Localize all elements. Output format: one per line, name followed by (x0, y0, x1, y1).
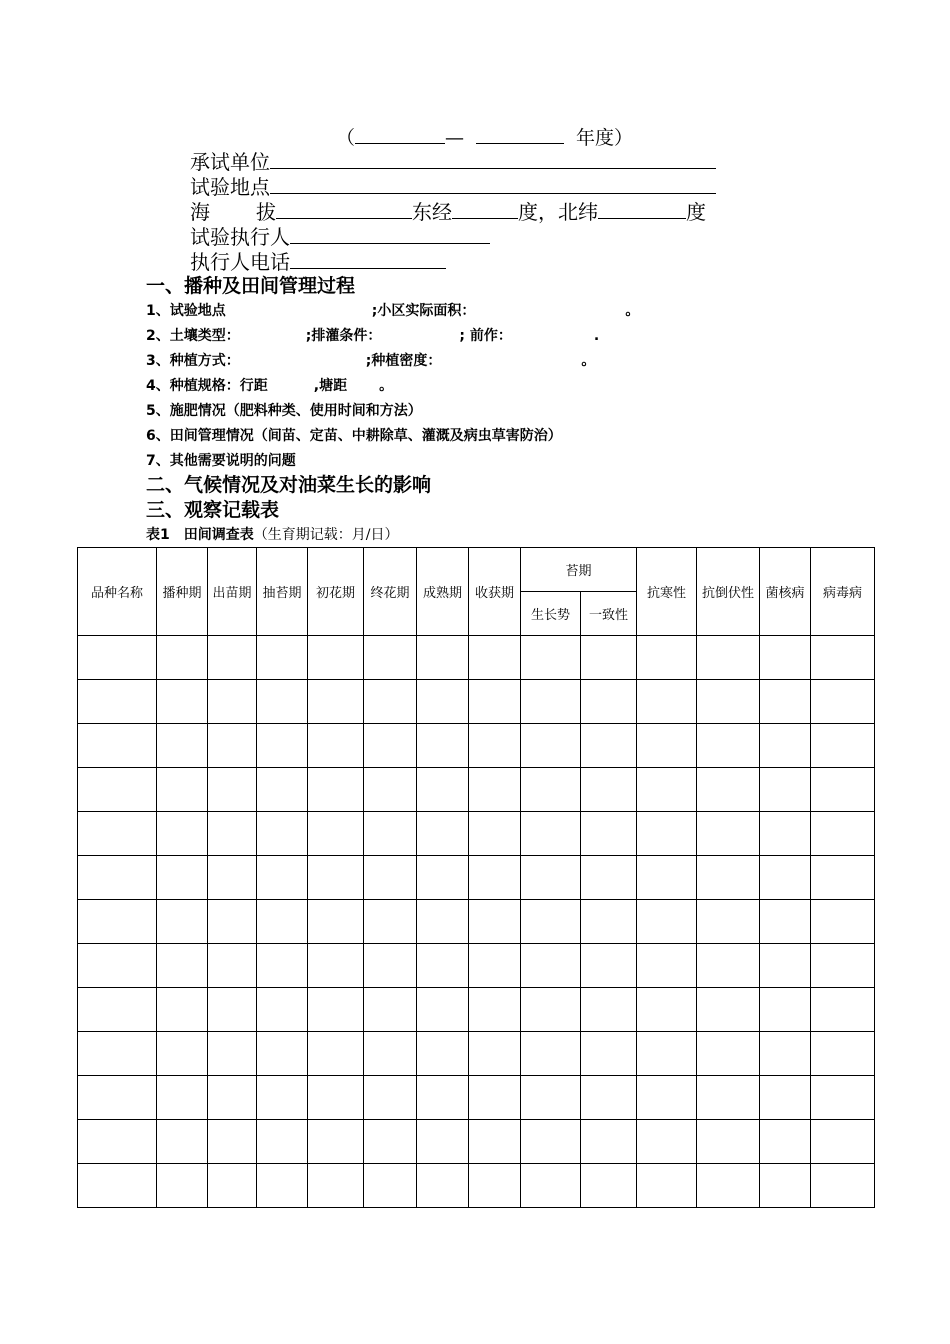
table-cell[interactable] (364, 768, 417, 812)
item-1 (146, 301, 639, 321)
table-row (78, 680, 875, 724)
table-cell[interactable] (637, 988, 697, 1032)
table-cell[interactable] (697, 900, 760, 944)
table-cell[interactable] (417, 856, 469, 900)
table-cell[interactable] (208, 812, 257, 856)
table-cell[interactable] (469, 1120, 521, 1164)
table-cell[interactable] (521, 724, 581, 768)
table-cell[interactable] (811, 812, 875, 856)
table-cell[interactable] (521, 856, 581, 900)
col-cold-resistance: 抗寒性 (637, 548, 697, 636)
table-cell[interactable] (637, 812, 697, 856)
table-cell[interactable] (811, 988, 875, 1032)
planting-method-label: 3、种植方式： (146, 353, 240, 369)
year-line (336, 124, 633, 151)
table-cell[interactable] (308, 636, 364, 680)
table-cell[interactable] (157, 636, 208, 680)
table-row (78, 1164, 875, 1208)
table-cell[interactable] (157, 988, 208, 1032)
table-cell[interactable] (760, 988, 811, 1032)
location-field[interactable] (270, 174, 716, 194)
table-cell[interactable] (364, 1076, 417, 1120)
table-cell[interactable] (521, 1120, 581, 1164)
table-cell[interactable] (469, 812, 521, 856)
table-cell[interactable] (637, 1032, 697, 1076)
table-cell[interactable] (637, 768, 697, 812)
table-cell[interactable] (417, 680, 469, 724)
table-cell[interactable] (257, 1032, 308, 1076)
item1-end: 。 (625, 303, 640, 319)
table-cell[interactable] (417, 636, 469, 680)
table-cell[interactable] (811, 944, 875, 988)
table-cell[interactable] (257, 1164, 308, 1208)
table-cell[interactable] (208, 636, 257, 680)
table-cell[interactable] (581, 768, 637, 812)
col-uniformity: 一致性 (581, 592, 637, 636)
start-year-blank[interactable] (355, 124, 445, 144)
table-cell[interactable] (208, 856, 257, 900)
table-cell[interactable] (364, 1164, 417, 1208)
executor-field[interactable] (290, 224, 490, 244)
table-cell[interactable] (469, 988, 521, 1032)
table-cell[interactable] (257, 900, 308, 944)
table-cell[interactable] (157, 1032, 208, 1076)
table-cell[interactable] (364, 1120, 417, 1164)
table-cell[interactable] (697, 856, 760, 900)
table-cell[interactable] (208, 724, 257, 768)
table-cell[interactable] (157, 724, 208, 768)
table-cell[interactable] (697, 724, 760, 768)
north-latitude-field[interactable] (598, 199, 686, 219)
table-cell[interactable] (760, 636, 811, 680)
table-cell[interactable] (417, 768, 469, 812)
table-cell[interactable] (78, 724, 157, 768)
table-cell[interactable] (364, 900, 417, 944)
item-5: 5、施肥情况（肥料种类、使用时间和方法） (146, 403, 422, 419)
executor-label: 试验执行人 (190, 225, 290, 249)
table-cell[interactable] (364, 1032, 417, 1076)
year-open: （ (336, 127, 356, 149)
table-cell[interactable] (521, 944, 581, 988)
table-cell[interactable] (521, 1032, 581, 1076)
table-cell[interactable] (581, 1120, 637, 1164)
table-cell[interactable] (308, 680, 364, 724)
table-cell[interactable] (417, 1076, 469, 1120)
table-cell[interactable] (637, 1164, 697, 1208)
table-cell[interactable] (257, 856, 308, 900)
col-sowing-date: 播种期 (157, 548, 208, 636)
table-cell[interactable] (308, 1164, 364, 1208)
table-cell[interactable] (521, 988, 581, 1032)
table-row (78, 636, 875, 680)
table-cell[interactable] (637, 1076, 697, 1120)
table-cell[interactable] (469, 636, 521, 680)
table-cell[interactable] (760, 1120, 811, 1164)
table-row (78, 724, 875, 768)
table-cell[interactable] (308, 1076, 364, 1120)
table-cell[interactable] (417, 1164, 469, 1208)
phone-row (190, 249, 446, 275)
table-cell[interactable] (697, 944, 760, 988)
end-year-blank[interactable] (476, 124, 564, 144)
plot-area-label: ;小区实际面积： (371, 303, 476, 319)
table-cell[interactable] (469, 1076, 521, 1120)
item-2 (146, 326, 599, 346)
table-cell[interactable] (469, 768, 521, 812)
year-dash: — (445, 127, 465, 149)
table-cell[interactable] (308, 944, 364, 988)
table-cell[interactable] (78, 812, 157, 856)
item1-label: 1、试验地点 (146, 303, 226, 319)
table-cell[interactable] (257, 1076, 308, 1120)
altitude-label-a: 海 (190, 200, 210, 224)
table-cell[interactable] (308, 768, 364, 812)
table-cell[interactable] (760, 1164, 811, 1208)
table-cell[interactable] (417, 1120, 469, 1164)
table-cell[interactable] (308, 856, 364, 900)
col-early-flowering: 初花期 (308, 548, 364, 636)
table-cell[interactable] (469, 724, 521, 768)
table-cell[interactable] (78, 1164, 157, 1208)
item-3 (146, 351, 595, 371)
table-cell[interactable] (78, 1120, 157, 1164)
altitude-label-b: 拔 (256, 200, 276, 224)
table-cell[interactable] (78, 944, 157, 988)
table-cell[interactable] (469, 900, 521, 944)
col-harvest-date: 收获期 (469, 548, 521, 636)
table-cell[interactable] (581, 1076, 637, 1120)
location-row (190, 174, 716, 200)
irrigation-label: ;排灌条件： (305, 328, 382, 344)
table-cell[interactable] (78, 988, 157, 1032)
table-cell[interactable] (257, 724, 308, 768)
col-maturity-date: 成熟期 (417, 548, 469, 636)
table-row (78, 812, 875, 856)
table-row (78, 768, 875, 812)
table-cell[interactable] (697, 988, 760, 1032)
table-cell[interactable] (257, 1120, 308, 1164)
table-cell[interactable] (811, 724, 875, 768)
table-body (78, 636, 875, 1208)
table-cell[interactable] (417, 988, 469, 1032)
table-cell[interactable] (581, 724, 637, 768)
table-cell[interactable] (208, 680, 257, 724)
table-cell[interactable] (521, 1164, 581, 1208)
table-cell[interactable] (469, 1032, 521, 1076)
table-cell[interactable] (364, 944, 417, 988)
table-cell[interactable] (257, 636, 308, 680)
altitude-row (190, 199, 706, 225)
table-cell[interactable] (697, 1120, 760, 1164)
table-cell[interactable] (760, 900, 811, 944)
table-cell[interactable] (581, 944, 637, 988)
table-cell[interactable] (581, 900, 637, 944)
table-cell[interactable] (521, 636, 581, 680)
table-cell[interactable] (208, 944, 257, 988)
table-cell[interactable] (581, 812, 637, 856)
section2-title: 二、气候情况及对油菜生长的影响 (146, 474, 432, 496)
table-cell[interactable] (157, 944, 208, 988)
executor-row (190, 224, 490, 250)
phone-field[interactable] (290, 249, 446, 269)
table-cell[interactable] (78, 1032, 157, 1076)
table-cell[interactable] (469, 1164, 521, 1208)
item-4 (146, 376, 393, 396)
table-cell[interactable] (78, 680, 157, 724)
table-cell[interactable] (208, 1076, 257, 1120)
table-cell[interactable] (697, 812, 760, 856)
table-cell[interactable] (417, 944, 469, 988)
table-cell[interactable] (364, 680, 417, 724)
table-cell[interactable] (697, 680, 760, 724)
table-cell[interactable] (637, 636, 697, 680)
table-cell[interactable] (637, 1120, 697, 1164)
table-cell[interactable] (364, 724, 417, 768)
east-longitude-field[interactable] (452, 199, 518, 219)
table-cell[interactable] (157, 1164, 208, 1208)
unit-field[interactable] (270, 149, 716, 169)
location-label: 试验地点 (190, 175, 270, 199)
table-cell[interactable] (257, 988, 308, 1032)
east-label: 东经 (412, 200, 452, 224)
item2-end: . (593, 328, 600, 344)
table-cell[interactable] (581, 856, 637, 900)
table-cell[interactable] (697, 1032, 760, 1076)
table-cell[interactable] (521, 1076, 581, 1120)
table-cell[interactable] (521, 768, 581, 812)
table-cell[interactable] (417, 900, 469, 944)
table-cell[interactable] (760, 1032, 811, 1076)
table-cell[interactable] (811, 1120, 875, 1164)
phone-label: 执行人电话 (190, 250, 290, 274)
table-cell[interactable] (760, 856, 811, 900)
col-growth-vigor: 生长势 (521, 592, 581, 636)
degree-north-label: 度，北纬 (518, 200, 598, 224)
table-cell[interactable] (637, 900, 697, 944)
soil-type-label: 2、土壤类型： (146, 328, 240, 344)
table-cell[interactable] (308, 724, 364, 768)
table-cell[interactable] (811, 636, 875, 680)
table-row (78, 1032, 875, 1076)
table-cell[interactable] (157, 856, 208, 900)
item-6: 6、田间管理情况（间苗、定苗、中耕除草、灌溉及病虫草害防治） (146, 428, 562, 444)
table-cell[interactable] (760, 944, 811, 988)
table-cell[interactable] (760, 812, 811, 856)
table-row (78, 856, 875, 900)
previous-crop-label: ; 前作： (459, 328, 512, 344)
table1-caption-title: 表1 田间调查表 (146, 527, 254, 543)
table-cell[interactable] (257, 768, 308, 812)
spacing-label: 4、种植规格：行距 (146, 378, 268, 394)
table-cell[interactable] (208, 1164, 257, 1208)
table-row (78, 1076, 875, 1120)
table-cell[interactable] (208, 768, 257, 812)
table-cell[interactable] (697, 1164, 760, 1208)
table-cell[interactable] (697, 768, 760, 812)
table-cell[interactable] (364, 856, 417, 900)
table-cell[interactable] (78, 856, 157, 900)
table-cell[interactable] (581, 1032, 637, 1076)
table1-caption-note: （生育期记载：月/日） (253, 527, 399, 543)
table-cell[interactable] (697, 1076, 760, 1120)
table-cell[interactable] (308, 988, 364, 1032)
table-cell[interactable] (78, 900, 157, 944)
table-cell[interactable] (760, 680, 811, 724)
table-cell[interactable] (811, 680, 875, 724)
table-cell[interactable] (208, 900, 257, 944)
table-cell[interactable] (308, 900, 364, 944)
table-cell[interactable] (308, 1032, 364, 1076)
table-row (78, 944, 875, 988)
table-cell[interactable] (637, 680, 697, 724)
col-emergence-date: 出苗期 (208, 548, 257, 636)
table-cell[interactable] (811, 856, 875, 900)
table-cell[interactable] (157, 680, 208, 724)
year-close: 年度） (576, 127, 634, 149)
table-cell[interactable] (811, 900, 875, 944)
col-end-flowering: 终花期 (364, 548, 417, 636)
field-survey-table (77, 547, 875, 1208)
section1-title: 一、播种及田间管理过程 (146, 275, 356, 297)
table-cell[interactable] (364, 636, 417, 680)
table-cell[interactable] (208, 988, 257, 1032)
item-7: 7、其他需要说明的问题 (146, 453, 296, 469)
table-cell[interactable] (581, 636, 637, 680)
table-cell[interactable] (417, 812, 469, 856)
table-cell[interactable] (521, 680, 581, 724)
table-cell[interactable] (308, 1120, 364, 1164)
table-cell[interactable] (469, 944, 521, 988)
table-cell[interactable] (78, 636, 157, 680)
unit-row (190, 149, 716, 175)
table-cell[interactable] (637, 944, 697, 988)
table-cell[interactable] (157, 1120, 208, 1164)
table-cell[interactable] (581, 680, 637, 724)
table-cell[interactable] (760, 1076, 811, 1120)
table1-caption (146, 525, 398, 545)
table-cell[interactable] (157, 900, 208, 944)
col-sclerotinia: 菌核病 (760, 548, 811, 636)
item3-end: 。 (581, 353, 596, 369)
table-cell[interactable] (364, 988, 417, 1032)
table-cell[interactable] (637, 724, 697, 768)
col-variety-name: 品种名称 (78, 548, 157, 636)
table-cell[interactable] (697, 636, 760, 680)
table-cell[interactable] (637, 856, 697, 900)
table-cell[interactable] (257, 680, 308, 724)
table-row (78, 1120, 875, 1164)
table-row (78, 988, 875, 1032)
table-cell[interactable] (157, 1076, 208, 1120)
table-cell[interactable] (208, 1120, 257, 1164)
table-cell[interactable] (469, 856, 521, 900)
header-row-1 (78, 548, 875, 592)
degree-label: 度 (686, 200, 706, 224)
table-cell[interactable] (521, 812, 581, 856)
table-cell[interactable] (811, 768, 875, 812)
table-cell[interactable] (257, 812, 308, 856)
table-cell[interactable] (811, 1164, 875, 1208)
table-cell[interactable] (581, 988, 637, 1032)
table-cell[interactable] (308, 812, 364, 856)
table-cell[interactable] (417, 1032, 469, 1076)
item4-end: 。 (379, 378, 394, 394)
planting-density-label: ;种植密度： (365, 353, 442, 369)
table-cell[interactable] (760, 724, 811, 768)
table-cell[interactable] (78, 1076, 157, 1120)
section3-title: 三、观察记载表 (146, 499, 280, 521)
col-bolting-date: 抽苔期 (257, 548, 308, 636)
table-cell[interactable] (78, 768, 157, 812)
table-cell[interactable] (521, 900, 581, 944)
table-cell[interactable] (257, 944, 308, 988)
table-cell[interactable] (581, 1164, 637, 1208)
table-cell[interactable] (208, 1032, 257, 1076)
table-cell[interactable] (157, 768, 208, 812)
hill-spacing-label: ,塘距 (313, 378, 348, 394)
table-row (78, 900, 875, 944)
altitude-field[interactable] (276, 199, 412, 219)
table-cell[interactable] (760, 768, 811, 812)
col-lodging-resistance: 抗倒伏性 (697, 548, 760, 636)
table-cell[interactable] (811, 1032, 875, 1076)
unit-label: 承试单位 (190, 150, 270, 174)
table-cell[interactable] (811, 1076, 875, 1120)
col-bolting-stage: 苔期 (521, 548, 637, 592)
table-cell[interactable] (157, 812, 208, 856)
col-virus-disease: 病毒病 (811, 548, 875, 636)
table-cell[interactable] (417, 724, 469, 768)
table-cell[interactable] (364, 812, 417, 856)
table-cell[interactable] (469, 680, 521, 724)
